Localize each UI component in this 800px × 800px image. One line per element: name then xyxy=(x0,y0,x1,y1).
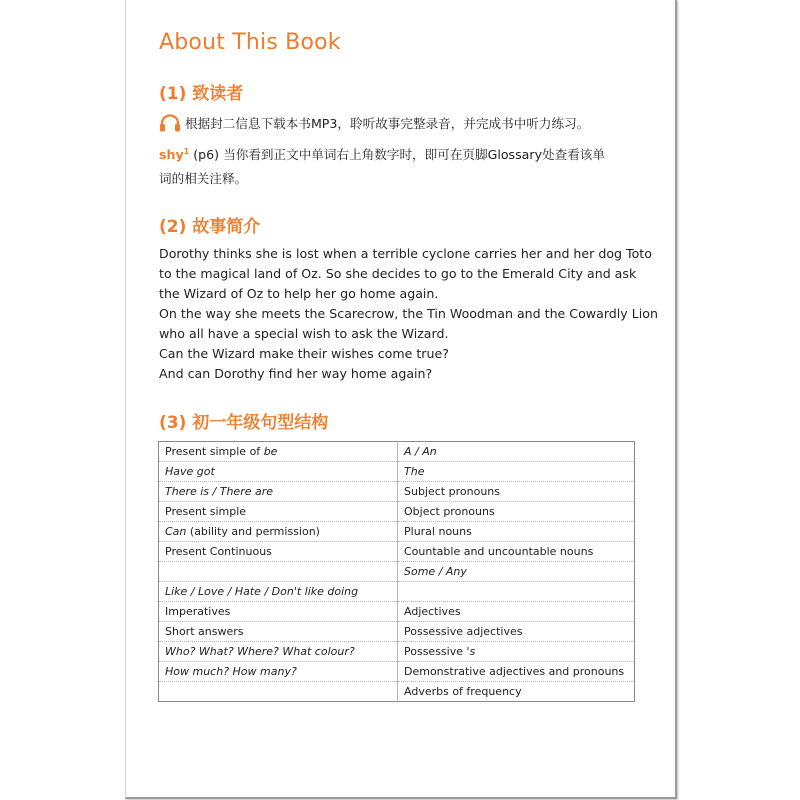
grammar-cell-right: Countable and uncountable nouns xyxy=(398,542,635,562)
grammar-cell-right: Adverbs of frequency xyxy=(404,685,522,698)
grammar-cell-right: Possessive adjectives xyxy=(398,622,635,642)
story-line: the Wizard of Oz to help her go home again. xyxy=(159,286,439,301)
cell-text-italic: 's xyxy=(466,645,476,658)
headphones-icon xyxy=(159,114,181,132)
table-row xyxy=(159,602,635,622)
grammar-cell-left xyxy=(159,562,398,582)
grammar-cell-right: Plural nouns xyxy=(398,522,635,542)
table-row xyxy=(159,542,635,562)
grammar-table xyxy=(158,441,635,702)
grammar-cell-right xyxy=(398,642,635,662)
glossary-instruction-text: 当你看到正文中单词右上角数字时，即可在页脚Glossary处查看该单 xyxy=(223,147,605,163)
grammar-cell-left xyxy=(159,522,398,542)
story-line: to the magical land of Oz. So she decides to go to the Emerald City and ask xyxy=(159,266,637,281)
table-row xyxy=(159,682,635,702)
story-line: On the way she meets the Scarecrow, the Tin Woodman and the Cowardly Lion xyxy=(159,306,658,321)
glossary-example-word xyxy=(159,147,189,162)
table-row xyxy=(159,662,635,682)
story-line: Dorothy thinks she is lost when a terrible cyclone carries her and her dog Toto xyxy=(159,246,652,261)
glossary-example-page: (p6) xyxy=(193,147,220,163)
table-row xyxy=(159,582,635,602)
grammar-cell-left: Have got xyxy=(159,462,398,482)
story-line: And can Dorothy find her way home again? xyxy=(159,366,433,381)
grammar-cell-left: Short answers xyxy=(159,622,398,642)
grammar-cell-left: Imperatives xyxy=(159,602,398,622)
glossary-superscript: 1 xyxy=(183,147,190,156)
grammar-cell-right xyxy=(398,582,635,602)
section-heading-story-summary: (2) 故事简介 xyxy=(159,217,261,237)
section-heading-grammar: (3) 初一年级句型结构 xyxy=(159,413,329,433)
table-row xyxy=(159,642,635,662)
cell-text: Possessive xyxy=(404,645,467,658)
table-row xyxy=(159,462,635,482)
grammar-cell-left: Who? What? Where? What colour? xyxy=(159,642,398,662)
table-row xyxy=(159,562,635,582)
page-title: About This Book xyxy=(159,30,341,55)
grammar-cell-right: Demonstrative adjectives and pronouns xyxy=(398,662,635,682)
grammar-cell-left xyxy=(159,682,398,702)
glossary-example-word-text: shy xyxy=(159,147,184,163)
mp3-instruction xyxy=(159,114,589,134)
grammar-cell-left: Like / Love / Hate / Don't like doing xyxy=(159,582,398,602)
story-line: Can the Wizard make their wishes come true? xyxy=(159,346,449,361)
grammar-cell-left: Present simple xyxy=(159,502,398,522)
grammar-cell-right: Adjectives xyxy=(398,602,635,622)
glossary-instruction-line1 xyxy=(159,142,605,165)
grammar-cell-right: Some / Any xyxy=(398,562,635,582)
book-page xyxy=(125,0,677,799)
table-row xyxy=(159,442,635,462)
cell-text-italic: Can xyxy=(165,525,187,538)
story-summary xyxy=(159,244,658,384)
grammar-cell-left: How much? How many? xyxy=(159,662,398,682)
grammar-cell-right: A / An xyxy=(398,442,635,462)
cell-text-italic: be xyxy=(263,445,278,458)
table-row xyxy=(159,522,635,542)
cell-text: (ability and permission) xyxy=(186,525,320,538)
grammar-cell-left: There is / There are xyxy=(159,482,398,502)
grammar-cell-left: Present Continuous xyxy=(159,542,398,562)
table-row xyxy=(159,502,635,522)
grammar-cell-right: Subject pronouns xyxy=(398,482,635,502)
grammar-cell-right: The xyxy=(398,462,635,482)
story-line: who all have a special wish to ask the Wizard. xyxy=(159,326,449,341)
glossary-instruction-line2: 词的相关注释。 xyxy=(159,171,248,186)
mp3-instruction-text: 根据封二信息下载本书MP3，聆听故事完整录音，并完成书中听力练习。 xyxy=(185,116,590,131)
table-row xyxy=(159,482,635,502)
cell-text: Present simple of xyxy=(165,445,264,458)
section-heading-to-readers: (1) 致读者 xyxy=(159,84,244,104)
table-row xyxy=(159,622,635,642)
grammar-cell-right: Object pronouns xyxy=(398,502,635,522)
grammar-cell-left xyxy=(159,442,398,462)
